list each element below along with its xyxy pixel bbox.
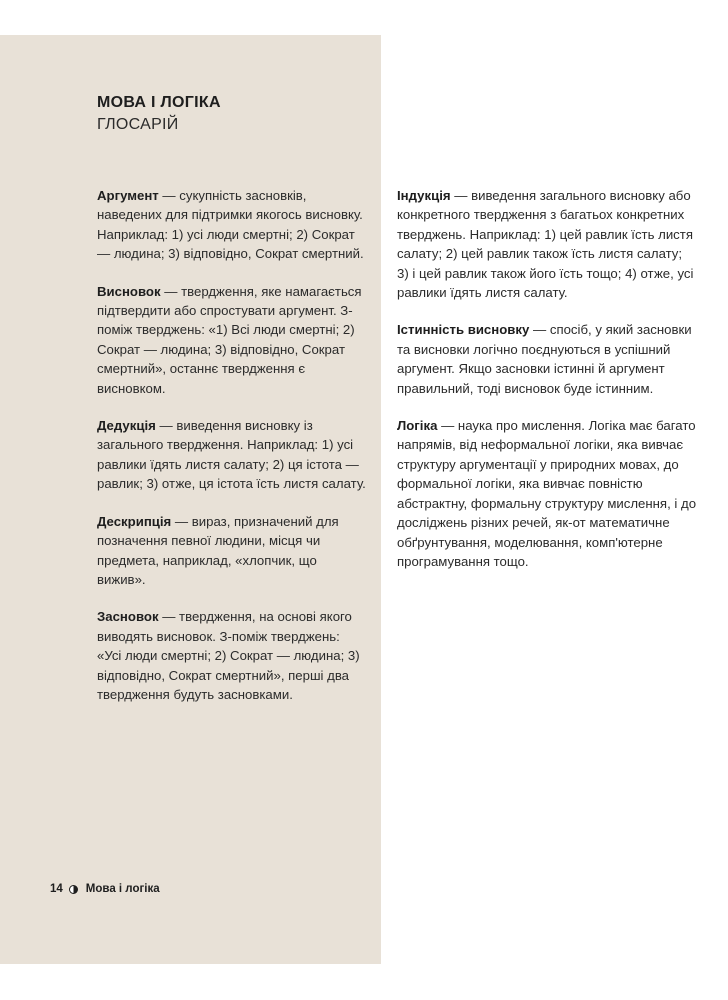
glossary-term: Дескрипція bbox=[97, 513, 172, 529]
glossary-term: Аргумент bbox=[97, 188, 159, 203]
glossary-entry-deduction bbox=[97, 416, 367, 494]
page-subtitle: ГЛОСАРІЙ bbox=[97, 116, 179, 133]
half-circle-icon bbox=[69, 885, 78, 894]
footer-section-title: Мова і логіка bbox=[85, 883, 160, 895]
glossary-term: Логіка bbox=[397, 418, 438, 434]
glossary-column-right bbox=[397, 186, 697, 589]
glossary-definition: — наука про мислення. Логіка має багато напрямів, від неформальної логіки, яка вивчає структуру аргументації у природних мовах, до формальної логіки, яка вивчає повністю абстрактну, формальну структуру мислення, і до досліджень різних речей, як-от математичне обґрунтування, моделювання, комп'ютерне програмування тощо. bbox=[397, 418, 697, 569]
glossary-entry-induction bbox=[397, 186, 697, 302]
page-heading bbox=[97, 92, 221, 136]
glossary-definition: — виведення висновку із загального твердження. Наприклад: 1) усі равлики їдять листя салату; 2) ця істота — равлик; 3) отже, ця істота їсть листя салату. bbox=[97, 418, 366, 492]
glossary-definition: — сукупність засновків, наведених для підтримки якогось висновку. Наприклад: 1) усі люди смертні; 2) Сократ — людина; 3) відповідно, Сократ смертний. bbox=[97, 188, 364, 262]
glossary-entry-premise bbox=[97, 607, 367, 704]
glossary-term: Дедукція bbox=[97, 418, 156, 434]
glossary-entry-description bbox=[97, 512, 367, 590]
glossary-term: Висновок bbox=[97, 283, 161, 299]
page-footer bbox=[50, 883, 160, 895]
glossary-definition: — твердження, яке намагається підтвердити або спростувати аргумент. З-поміж тверджень: «1) Всі люди смертні; 2) Сократ — людина; 3) відповідно, Сократ смертний», останнє твердження є висновком. bbox=[97, 283, 362, 396]
glossary-definition: — спосіб, у який засновки та висновки логічно поєднуються в успішний аргумент. Якщо засновки істинні й аргумент правильний, тоді висновок буде істинним. bbox=[397, 322, 692, 396]
glossary-entry-conclusion bbox=[97, 282, 367, 398]
glossary-term: Засновок bbox=[97, 609, 159, 625]
glossary-definition: — вираз, призначений для позначення певної людини, місця чи предмета, наприклад, «хлопчик, що вижив». bbox=[97, 513, 339, 587]
glossary-definition: — твердження, на основі якого виводять висновок. З-поміж тверджень: «Усі люди смертні; 2) Сократ — людина; 3) відповідно, Сократ смертний», перші два твердження будуть засновками. bbox=[97, 609, 360, 702]
glossary-definition: — виведення загального висновку або конкретного твердження з багатьох конкретних тверджень. Наприклад: 1) цей равлик їсть листя салату; 2) цей равлик також їсть листя салату; 3) і цей равлик також його їсть тощо; 4) отже, усі равлики їдять листя салату. bbox=[397, 188, 694, 301]
glossary-entry-logic bbox=[397, 416, 697, 571]
page-title: МОВА І ЛОГІКА bbox=[97, 94, 221, 111]
glossary-term: Істинність висновку bbox=[397, 322, 530, 338]
page-number: 14 bbox=[50, 883, 63, 895]
glossary-term: Індукція bbox=[397, 188, 451, 203]
glossary-entry-validity bbox=[397, 320, 697, 398]
glossary-entry-argument bbox=[97, 186, 367, 264]
glossary-column-left bbox=[97, 186, 367, 722]
